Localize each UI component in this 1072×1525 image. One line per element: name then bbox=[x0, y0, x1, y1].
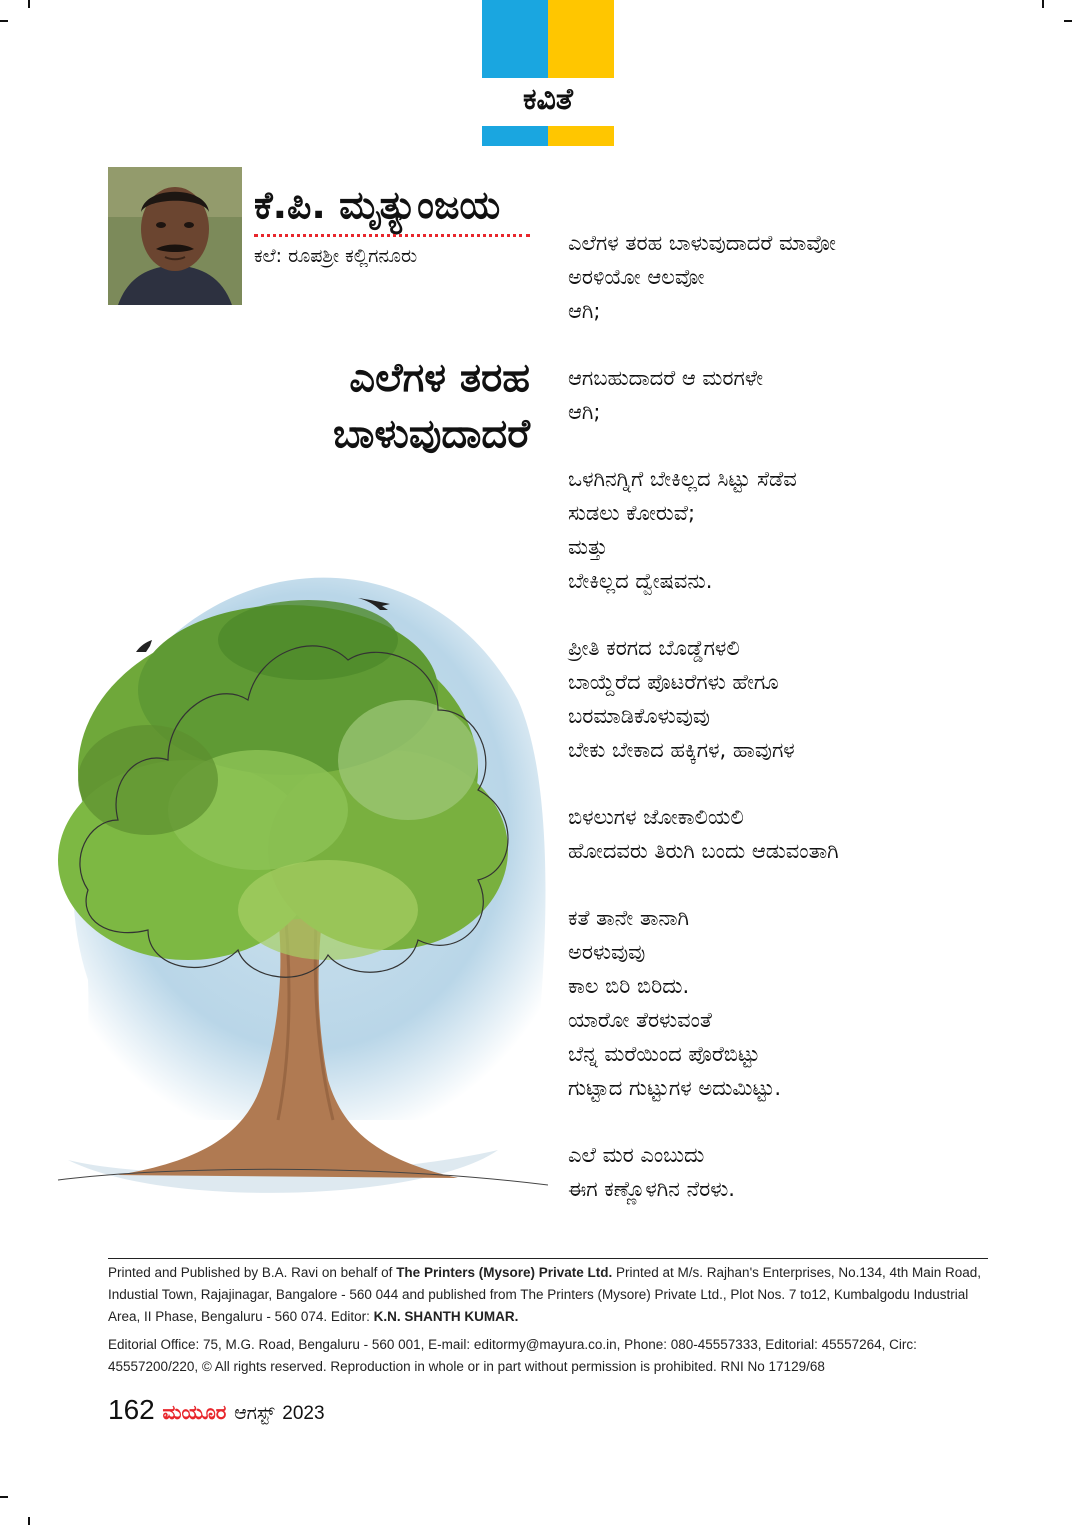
poem-title-line: ಎಲೆಗಳ ತರಹ bbox=[349, 355, 530, 401]
poem-line: ಅರಳಿಯೋ ಆಲವೋ bbox=[568, 265, 705, 289]
poem-line: ಬೇಕಿಲ್ಲದ ದ್ವೇಷವನು. bbox=[568, 569, 713, 593]
poem-line: ಹೋದವರು ತಿರುಗಿ ಬಂದು ಆಡುವಂತಾಗಿ bbox=[568, 839, 839, 863]
poem-line: ಕತೆ ತಾನೇ ತಾನಾಗಿ bbox=[568, 906, 689, 930]
poem-body bbox=[568, 226, 988, 1239]
imprint-part: Printed and Published by B.A. Ravi on behalf of bbox=[108, 1265, 397, 1280]
author-photo bbox=[108, 167, 242, 305]
crop-mark bbox=[0, 20, 8, 22]
poem-line: ಈಗ ಕಣ್ಣೊಳಗಿನ ನೆರಳು. bbox=[568, 1177, 735, 1201]
tag-blue-bar bbox=[482, 126, 548, 146]
tag-blue-block bbox=[482, 0, 548, 78]
poem-line: ಆಗಿ; bbox=[568, 400, 601, 424]
poem-line: ಆಗಿ; bbox=[568, 299, 601, 323]
poem-line: ಯಾರೋ ತೆರಳುವಂತೆ bbox=[568, 1008, 712, 1032]
imprint-editor: K.N. SHANTH KUMAR. bbox=[373, 1309, 519, 1324]
tree-illustration bbox=[28, 560, 548, 1210]
poem-line: ಗುಟ್ಟಾದ ಗುಟ್ಟುಗಳ ಅದುಮಿಟ್ಟು. bbox=[568, 1076, 782, 1100]
poem-line: ಆಗಬಹುದಾದರೆ ಆ ಮರಗಳೇ bbox=[568, 366, 764, 390]
poem-line: ಬೇಕು ಬೇಕಾದ ಹಕ್ಕಿಗಳ, ಹಾವುಗಳ bbox=[568, 738, 795, 762]
editorial-office-text: Editorial Office: 75, M.G. Road, Bengaluru - 560 001, E-mail: editormy@mayura.co.in, Phone: 080-45557333, Editorial: 45557264, Circ: 45557200/220, © All rights reserved. Reproduction in whole or in part without permission is prohibited. RNI No 17129/68 bbox=[108, 1337, 917, 1374]
poem-stanza bbox=[568, 631, 988, 767]
poem-line: ಎಲೆಗಳ ತರಹ ಬಾಳುವುದಾದರೆ ಮಾವೋ bbox=[568, 231, 836, 255]
issue-year: 2023 bbox=[282, 1403, 325, 1424]
crop-mark bbox=[0, 1496, 8, 1498]
author-divider bbox=[254, 234, 530, 237]
poem-stanza bbox=[568, 901, 988, 1105]
poem-line: ಬರಮಾಡಿಕೊಳುವುವು bbox=[568, 704, 710, 728]
section-tag bbox=[482, 0, 614, 150]
poem-stanza bbox=[568, 226, 988, 328]
issue-month: ಆಗಸ್ಟ್ bbox=[234, 1402, 275, 1424]
poem-line: ಸುಡಲು ಕೋರುವೆ; bbox=[568, 501, 696, 525]
poem-stanza bbox=[568, 462, 988, 598]
poem-line: ಒಳಗಿನಗ್ನಿಗೆ ಬೇಕಿಲ್ಲದ ಸಿಟ್ಟು ಸೆಡೆವ bbox=[568, 467, 797, 491]
poem-stanza bbox=[568, 1138, 988, 1206]
poem-line: ಕಾಲ ಬಿರಿ ಬಿರಿದು. bbox=[568, 974, 690, 998]
poem-line: ಬಾಯ್ದೆರೆದ ಪೊಟರೆಗಳು ಹೇಗೂ bbox=[568, 670, 779, 694]
poem-stanza bbox=[568, 800, 988, 868]
page-folio bbox=[108, 1392, 325, 1432]
footer-rule bbox=[108, 1258, 988, 1259]
poem-stanza bbox=[568, 361, 988, 429]
magazine-name: ಮಯೂರ bbox=[162, 1400, 227, 1424]
crop-mark bbox=[1042, 0, 1044, 8]
author-name: ಕೆ.ಪಿ. ಮೃತ್ಯುಂಜಯ bbox=[254, 183, 501, 227]
tag-yellow-bar bbox=[548, 126, 614, 146]
poem-line: ಅರಳುವುವು bbox=[568, 940, 646, 964]
crop-mark bbox=[28, 1517, 30, 1525]
crop-mark bbox=[28, 0, 30, 8]
imprint-company: The Printers (Mysore) Private Ltd. bbox=[396, 1265, 613, 1280]
poem-line: ಎಲೆ ಮರ ಎಂಬುದು bbox=[568, 1143, 705, 1167]
poem-line: ಬಿಳಲುಗಳ ಜೋಕಾಲಿಯಲಿ bbox=[568, 805, 744, 829]
tag-yellow-block bbox=[548, 0, 614, 78]
imprint-part: Printed at M/s. Rajhan's Enterprises, No.134, 4th Main Road, Industial Town, Rajajinagar, Bangalore - 560 044 and published from The Printers (Mysore) Private Ltd., Plot Nos. 7 to12, Kumbalgodu Industrial Area, II Phase, Bengaluru - 560 074. Editor: bbox=[108, 1265, 982, 1324]
poem-title-line: ಬಾಳುವುದಾದರೆ bbox=[332, 411, 530, 457]
poem-title bbox=[333, 350, 530, 462]
poem-line: ಮತ್ತು bbox=[568, 535, 608, 559]
poem-line: ಬೆನ್ನ ಮರೆಯಿಂದ ಪೊರೆಬಿಟ್ಟು bbox=[568, 1042, 760, 1066]
imprint-text bbox=[108, 1262, 988, 1328]
page-number: 162 bbox=[108, 1394, 155, 1425]
section-tag-label: ಕವಿತೆ bbox=[523, 82, 573, 117]
art-credit: ಕಲೆ: ರೂಪಶ್ರೀ ಕಲ್ಲಿಗನೂರು bbox=[254, 245, 418, 267]
crop-mark bbox=[1064, 20, 1072, 22]
poem-line: ಪ್ರೀತಿ ಕರಗದ ಬೊಡ್ಡೆಗಳಲಿ bbox=[568, 636, 740, 660]
